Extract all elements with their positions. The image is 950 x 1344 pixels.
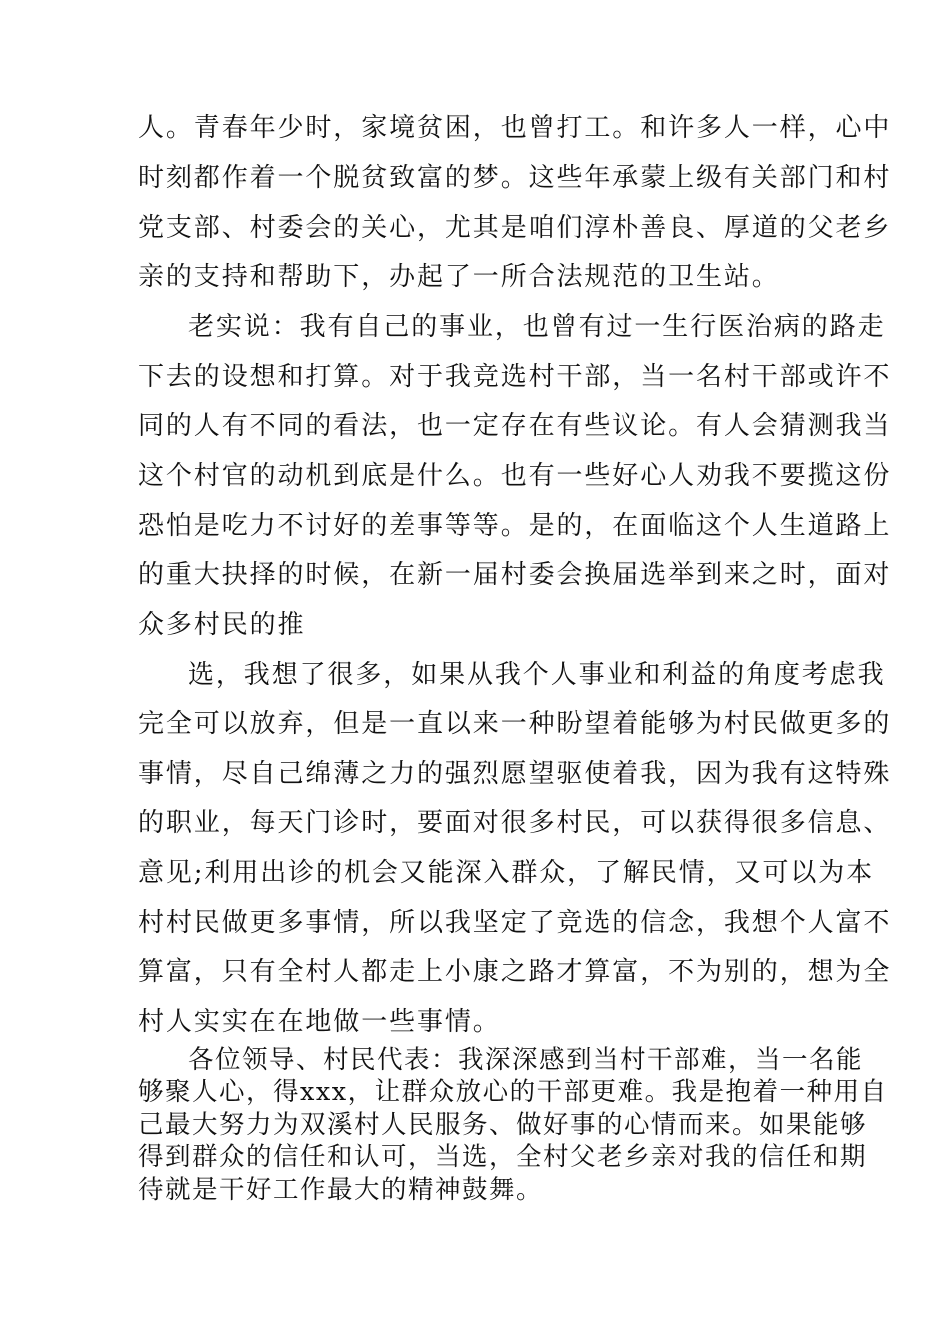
text-line: 各位领导、村民代表：我深深感到当村干部难，当一名能 (188, 1045, 864, 1075)
text-line: 待就是干好工作最大的精神鼓舞。 (138, 1175, 544, 1205)
text-line: 下去的设想和打算。对于我竞选村干部，当一名村干部或许不 (138, 362, 892, 392)
text-line: 够聚人心，得xxx，让群众放心的干部更难。我是抱着一种用自 (138, 1077, 888, 1107)
text-line: 党支部、村委会的关心，尤其是咱们淳朴善良、厚道的父老乡 (138, 213, 892, 243)
text-line: 同的人有不同的看法，也一定存在有些议论。有人会猜测我当 (138, 411, 892, 441)
text-line: 己最大努力为双溪村人民服务、做好事的心情而来。如果能够 (138, 1110, 868, 1140)
text-line: 完全可以放弃，但是一直以来一种盼望着能够为村民做更多的 (138, 709, 892, 739)
text-line: 算富，只有全村人都走上小康之路才算富，不为别的，想为全 (138, 957, 892, 987)
text-line: 选，我想了很多，如果从我个人事业和利益的角度考虑我 (188, 660, 886, 690)
text-line: 人。青春年少时，家境贫困，也曾打工。和许多人一样，心中 (138, 113, 892, 143)
text-line: 事情，尽自己绵薄之力的强烈愿望驱使着我，因为我有这特殊 (138, 759, 892, 789)
text-line: 老实说：我有自己的事业，也曾有过一生行医治病的路走 (188, 312, 886, 342)
text-line: 得到群众的信任和认可，当选，全村父老乡亲对我的信任和期 (138, 1142, 868, 1172)
text-line: 意见;利用出诊的机会又能深入群众，了解民情，又可以为本 (138, 858, 875, 888)
text-line: 这个村官的动机到底是什么。也有一些好心人劝我不要揽这份 (138, 461, 892, 491)
text-line: 众多村民的推 (138, 610, 306, 640)
text-line: 村人实实在在地做一些事情。 (138, 1007, 501, 1037)
text-line: 的重大抉择的时候，在新一届村委会换届选举到来之时，面对 (138, 560, 892, 590)
text-line: 亲的支持和帮助下，办起了一所合法规范的卫生站。 (138, 262, 780, 292)
text-line: 的职业，每天门诊时，要面对很多村民，可以获得很多信息、 (138, 808, 892, 838)
text-line: 时刻都作着一个脱贫致富的梦。这些年承蒙上级有关部门和村 (138, 163, 892, 193)
text-line: 恐怕是吃力不讨好的差事等等。是的，在面临这个人生道路上 (138, 511, 892, 541)
text-line: 村村民做更多事情，所以我坚定了竞选的信念，我想个人富不 (138, 908, 892, 938)
